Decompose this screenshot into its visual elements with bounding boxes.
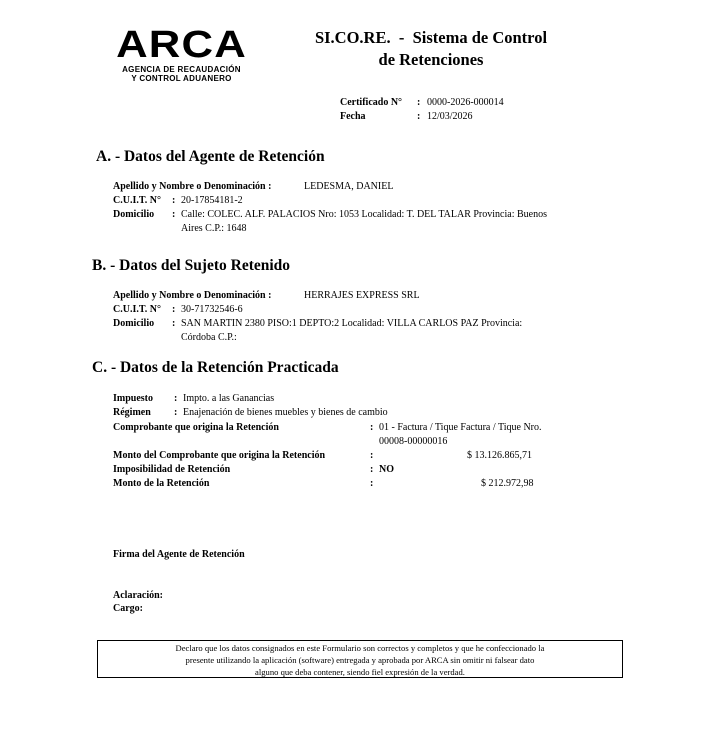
- declaration-line1: Declaro que los datos consignados en este Formulario son correctos y completos y que he confeccionado la: [175, 643, 545, 653]
- title-line2: de Retenciones: [378, 50, 484, 69]
- sujeto-nombre-value: HERRAJES EXPRESS SRL: [304, 290, 420, 301]
- fecha-label: Fecha: [340, 111, 366, 122]
- sujeto-cuit-value: 30-71732546-6: [181, 304, 243, 315]
- comprobante-value-line2: 00008-00000016: [379, 436, 448, 447]
- agente-cuit-separator: :: [172, 195, 176, 206]
- title-line1: SI.CO.RE. - Sistema de Control: [314, 28, 548, 47]
- sujeto-nombre-label: Apellido y Nombre o Denominación :: [113, 290, 272, 301]
- monto-retencion-label: Monto de la Retención: [113, 478, 210, 489]
- aclaracion-label: Aclaración:: [113, 590, 163, 601]
- imposibilidad-value: NO: [379, 464, 394, 475]
- section-c-heading: C. - Datos de la Retención Practicada: [92, 359, 339, 376]
- certificado-separator: :: [417, 97, 421, 108]
- sujeto-domicilio-label: Domicilio: [113, 318, 155, 329]
- monto-retencion-value: $ 212.972,98: [481, 478, 534, 489]
- logo-wordmark: ARCA: [116, 24, 247, 66]
- agente-domicilio-line1: Calle: COLEC. ALF. PALACIOS Nro: 1053 Localidad: T. DEL TALAR Provincia: Buenos: [181, 209, 547, 220]
- declaration-line3: alguno que deba contener, siendo fiel expresión de la verdad.: [255, 667, 465, 677]
- comprobante-value-line1: 01 - Factura / Tique Factura / Tique Nro.: [379, 422, 542, 433]
- monto-retencion-separator: :: [370, 478, 374, 489]
- impuesto-label: Impuesto: [113, 393, 154, 404]
- imposibilidad-separator: :: [370, 464, 374, 475]
- logo-subtitle-line1: AGENCIA DE RECAUDACIÓN: [122, 65, 241, 74]
- section-a-heading: A. - Datos del Agente de Retención: [96, 148, 325, 165]
- sujeto-cuit-label: C.U.I.T. N°: [113, 304, 161, 315]
- impuesto-value: Impto. a las Ganancias: [183, 393, 275, 404]
- certificado-label: Certificado N°: [340, 97, 403, 108]
- regimen-value: Enajenación de bienes muebles y bienes de cambio: [183, 407, 388, 418]
- regimen-separator: :: [174, 407, 178, 418]
- logo-subtitle-line2: Y CONTROL ADUANERO: [131, 74, 232, 83]
- impuesto-separator: :: [174, 393, 178, 404]
- agente-domicilio-line2: Aires C.P.: 1648: [181, 223, 247, 234]
- comprobante-separator: :: [370, 422, 374, 433]
- monto-comprobante-value: $ 13.126.865,71: [467, 450, 532, 461]
- agente-domicilio-separator: :: [172, 209, 176, 220]
- declaration-box: [97, 640, 623, 678]
- agente-cuit-value: 20-17854181-2: [181, 195, 243, 206]
- sujeto-cuit-separator: :: [172, 304, 176, 315]
- cargo-label: Cargo:: [113, 603, 143, 614]
- firma-label: Firma del Agente de Retención: [113, 549, 245, 560]
- monto-comprobante-separator: :: [370, 450, 374, 461]
- agente-domicilio-label: Domicilio: [113, 209, 155, 220]
- monto-comprobante-label: Monto del Comprobante que origina la Retención: [113, 450, 326, 461]
- sujeto-domicilio-line1: SAN MARTIN 2380 PISO:1 DEPTO:2 Localidad: VILLA CARLOS PAZ Provincia:: [181, 318, 523, 329]
- sujeto-domicilio-line2: Córdoba C.P.:: [181, 332, 237, 343]
- agente-nombre-value: LEDESMA, DANIEL: [304, 181, 394, 192]
- imposibilidad-label: Imposibilidad de Retención: [113, 464, 231, 475]
- sujeto-domicilio-separator: :: [172, 318, 176, 329]
- agente-nombre-label: Apellido y Nombre o Denominación :: [113, 181, 272, 192]
- arca-logo: [104, 24, 259, 83]
- comprobante-label: Comprobante que origina la Retención: [113, 422, 279, 433]
- fecha-value: 12/03/2026: [427, 111, 473, 122]
- fecha-separator: :: [417, 111, 421, 122]
- section-b-heading: B. - Datos del Sujeto Retenido: [92, 257, 291, 274]
- regimen-label: Régimen: [113, 407, 151, 418]
- certificado-value: 0000-2026-000014: [427, 97, 504, 108]
- declaration-line2: presente utilizando la aplicación (software) entregada y aprobada por ARCA sin omitir ni falsear dato: [185, 655, 535, 665]
- document-title: [300, 27, 562, 71]
- agente-cuit-label: C.U.I.T. N°: [113, 195, 161, 206]
